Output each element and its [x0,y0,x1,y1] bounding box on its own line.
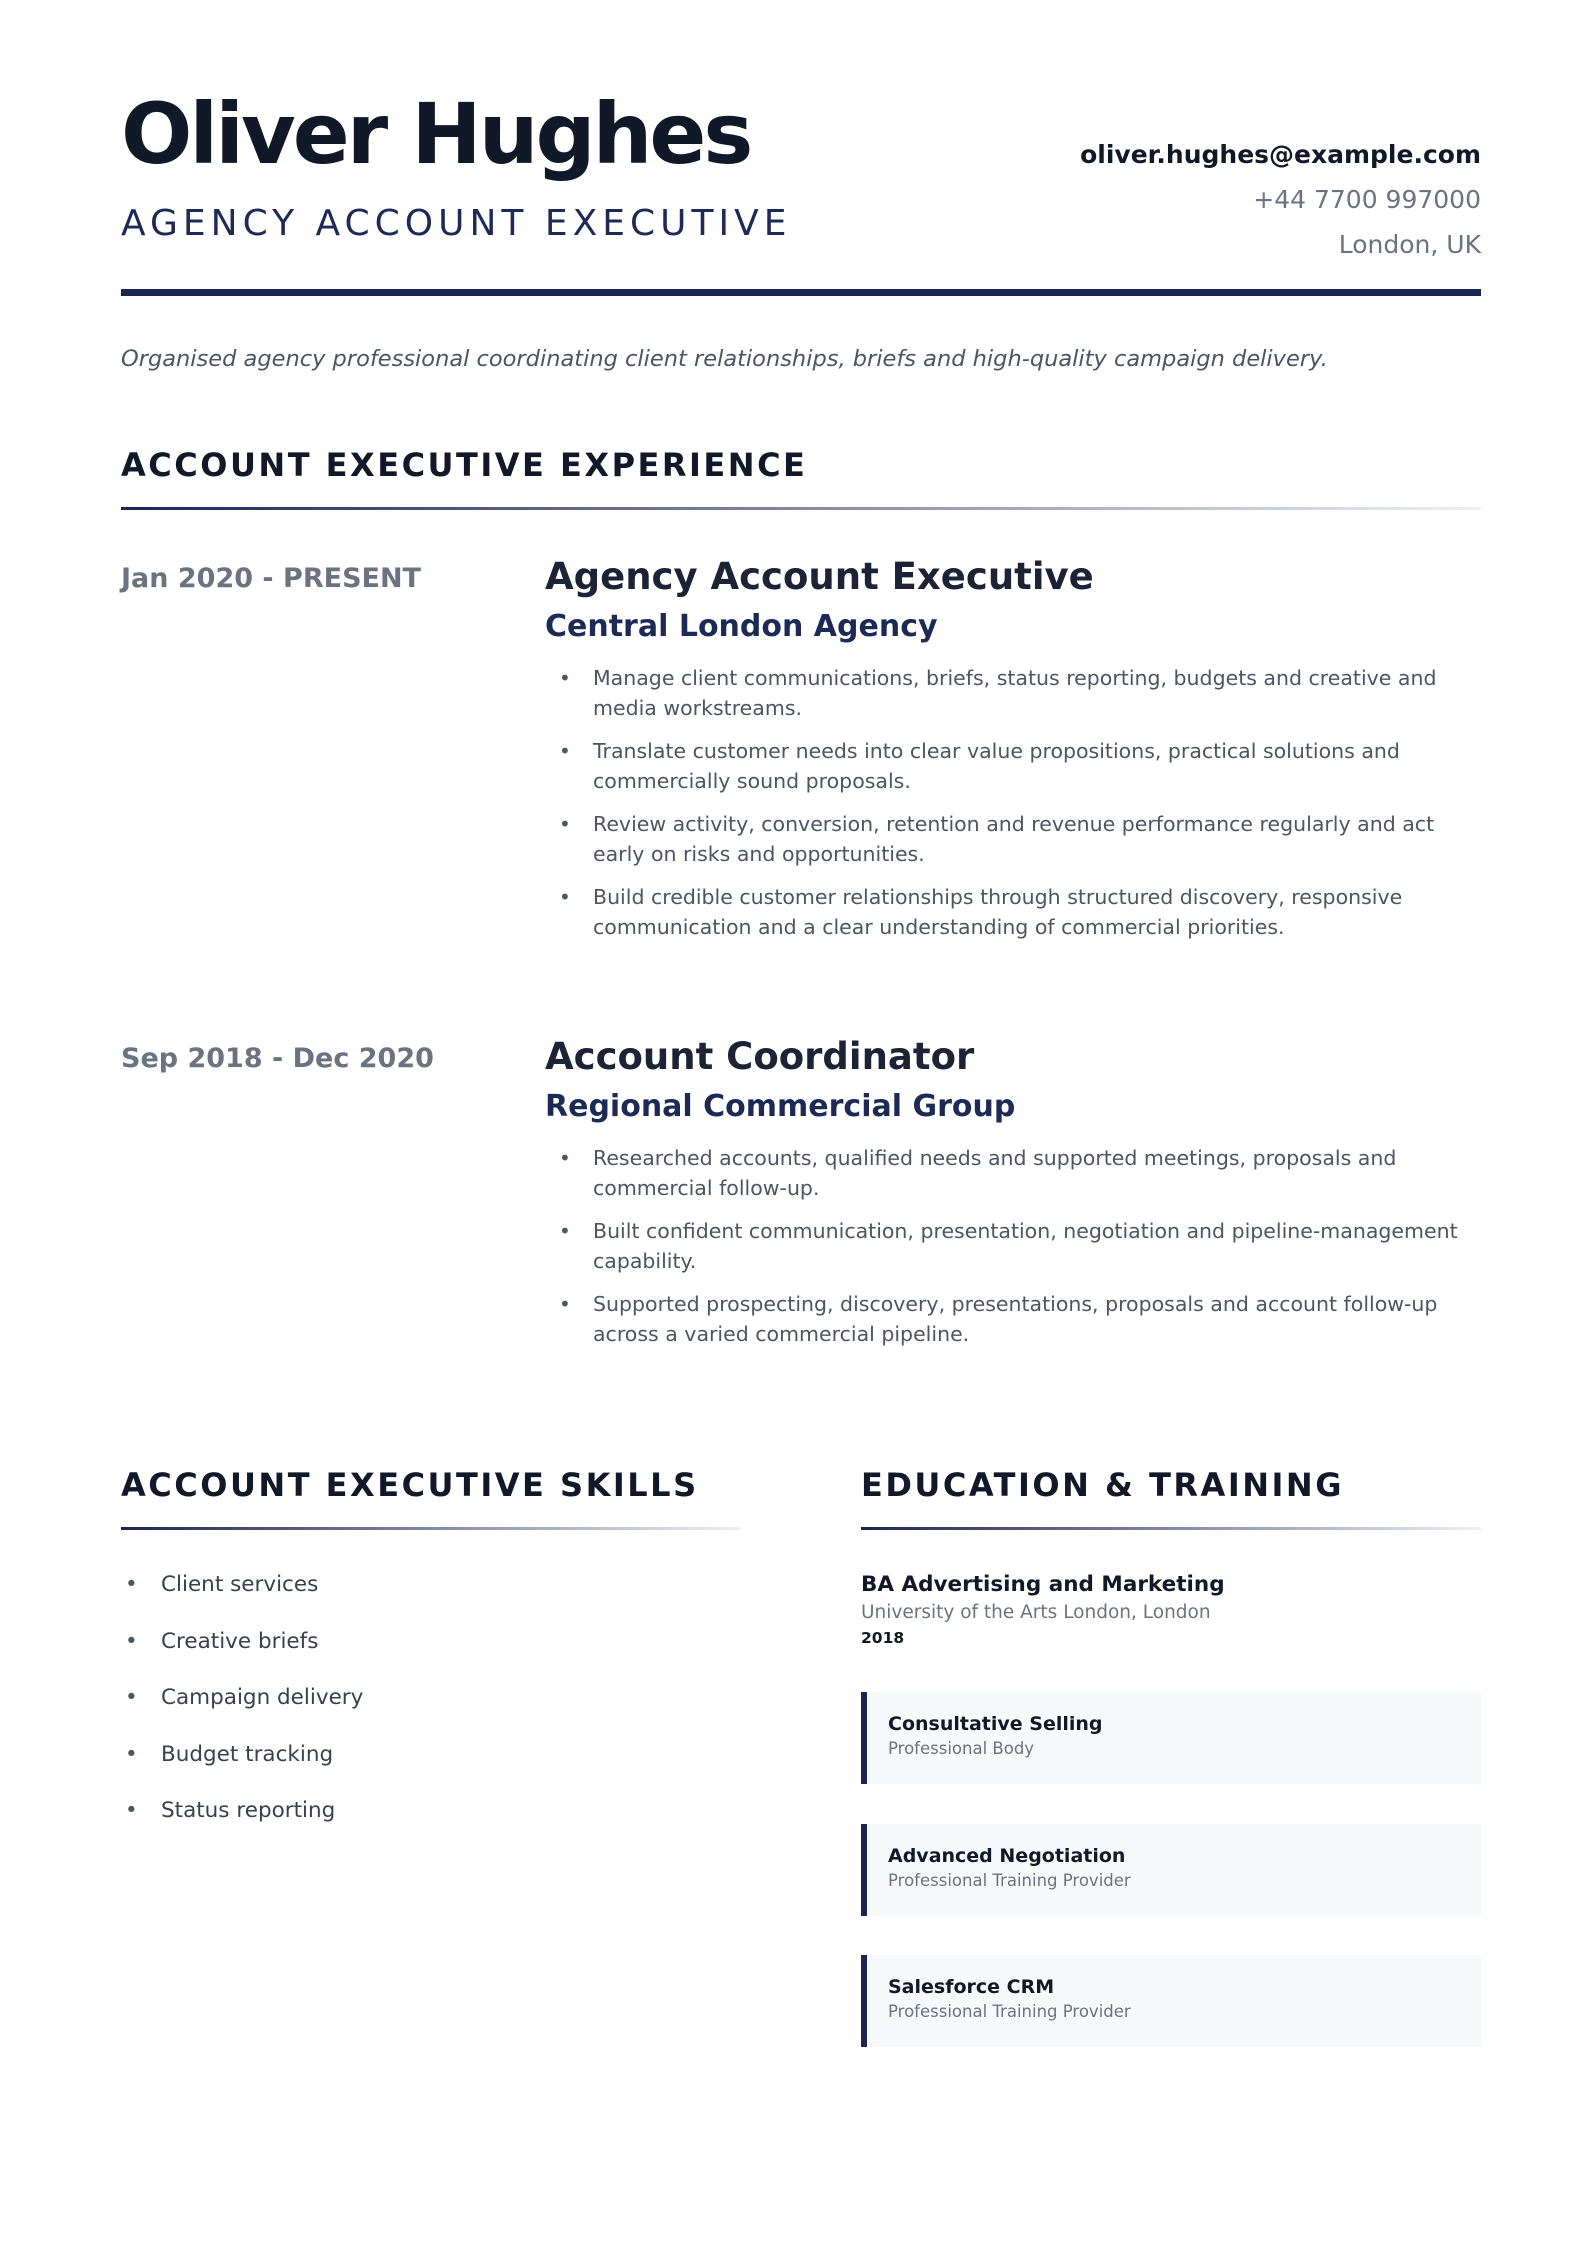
certification-org: Professional Body [888,1739,1035,1758]
degree-entry [861,1570,1481,1650]
skill-item: • Status reporting [121,1796,741,1853]
contact-block [1080,132,1481,267]
job-bullets [545,1143,1481,1362]
job-dates: Jan 2020 - PRESENT [121,563,421,594]
degree-title: BA Advertising and Marketing [861,1572,1225,1597]
job-bullet: • Translate customer needs into clear value propositions, practical solutions and commercially sound proposals. [545,736,1481,796]
job-bullet: • Build credible customer relationships through structured discovery, responsive communication and a clear understanding of commercial priorities. [545,882,1481,942]
job-company: Central London Agency [545,609,938,644]
certification-org: Professional Training Provider [888,2002,1131,2021]
header-divider [121,289,1481,296]
degree-year: 2018 [861,1629,905,1647]
profile-summary: Organised agency professional coordinating client relationships, briefs and high-quality campaign delivery. [121,346,1328,372]
job-bullet: • Researched accounts, qualified needs and supported meetings, proposals and commercial follow-up. [545,1143,1481,1203]
skills-list [121,1570,741,1853]
certification-card [861,1692,1481,1784]
experience-divider [121,507,1481,510]
job-company: Regional Commercial Group [545,1089,1016,1124]
resume-page [121,0,1481,2021]
skill-item: • Budget tracking [121,1740,741,1797]
job-bullet: • Review activity, conversion, retention and revenue performance regularly and act early on risks and opportunities. [545,809,1481,869]
experience-heading: ACCOUNT EXECUTIVE EXPERIENCE [121,446,808,484]
certification-org: Professional Training Provider [888,1871,1131,1890]
job-role: Agency Account Executive [545,555,1094,598]
skill-item: • Campaign delivery [121,1683,741,1740]
degree-institution: University of the Arts London, London [861,1602,1211,1623]
candidate-name: Oliver Hughes [121,85,751,183]
contact-phone[interactable]: +44 7700 997000 [1253,185,1481,214]
job-bullet: • Supported prospecting, discovery, presentations, proposals and account follow-up across a varied commercial pipeline. [545,1289,1481,1349]
certification-card [861,1824,1481,1916]
contact-email[interactable]: oliver.hughes@example.com [1080,140,1481,169]
job-bullet: • Manage client communications, briefs, status reporting, budgets and creative and media workstreams. [545,663,1481,723]
skills-heading: ACCOUNT EXECUTIVE SKILLS [121,1466,699,1504]
job-dates: Sep 2018 - Dec 2020 [121,1043,434,1074]
education-divider [861,1527,1481,1530]
contact-location: London, UK [1338,230,1481,259]
candidate-title: AGENCY ACCOUNT EXECUTIVE [121,203,792,244]
certification-card [861,1955,1481,2047]
job-bullet: • Built confident communication, presentation, negotiation and pipeline-management capability. [545,1216,1481,1276]
skills-divider [121,1527,741,1530]
job-role: Account Coordinator [545,1035,975,1078]
education-heading: EDUCATION & TRAINING [861,1466,1344,1504]
resume-header [121,0,1481,300]
job-bullets [545,663,1481,955]
skill-item: • Client services [121,1570,741,1627]
certification-title: Salesforce CRM [888,1976,1055,1998]
certification-title: Consultative Selling [888,1713,1103,1735]
certification-title: Advanced Negotiation [888,1845,1126,1867]
skill-item: • Creative briefs [121,1627,741,1684]
